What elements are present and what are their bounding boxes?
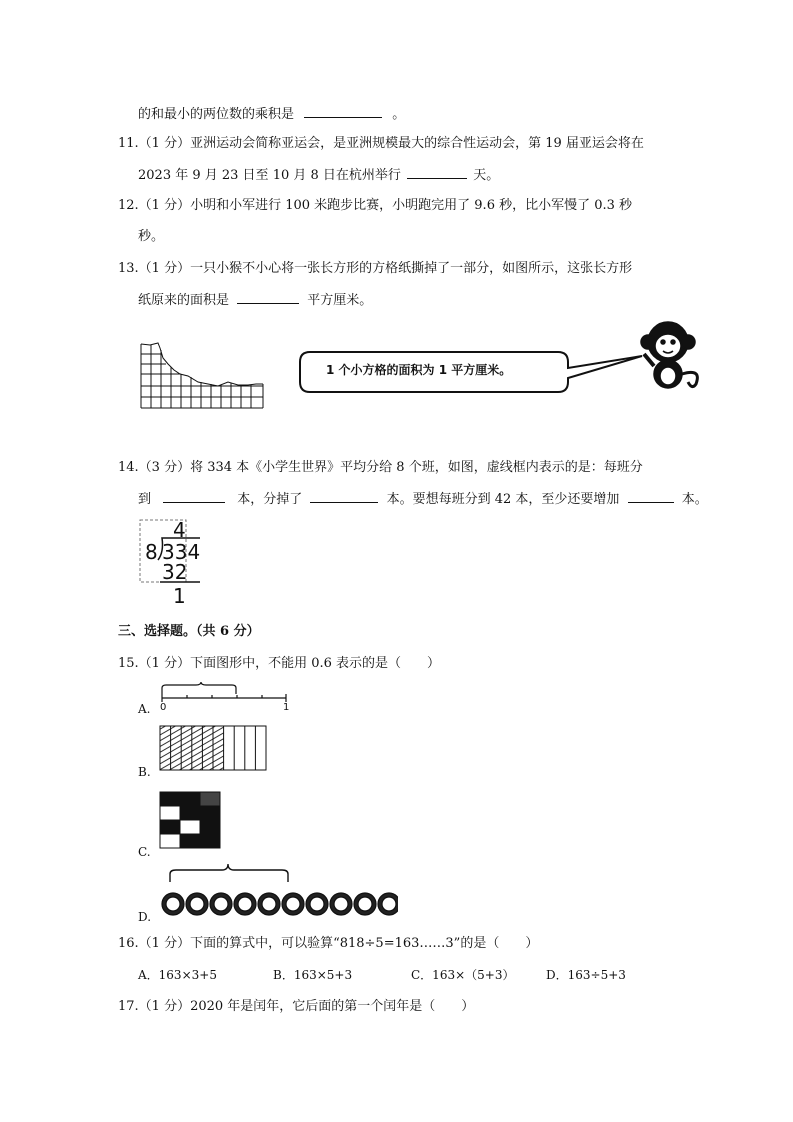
number-line-zero: 0: [160, 702, 167, 713]
q16-option-d[interactable]: D．163÷5+3: [546, 968, 626, 982]
section-3-heading: 三、选择题。（共 6 分）: [118, 624, 260, 639]
dividend: 334: [162, 540, 201, 564]
q16-option-a[interactable]: A．163×3+5: [138, 968, 217, 982]
q13-line1: 13.（1 分）一只小猴不小心将一张长方形的方格纸撕掉了一部分，如图所示，这张长方形: [118, 261, 633, 276]
q17-stem: 17.（1 分）2020 年是闰年，它后面的第一个闰年是（ ）: [118, 999, 475, 1014]
number-line-figure: [158, 682, 290, 704]
q11-line2: 2023 年 9 月 23 日至 10 月 8 日在杭州举行 天。: [138, 168, 500, 183]
q12-line2: 秒。: [138, 229, 165, 244]
number-line-one: 1: [283, 702, 290, 713]
answer-blank[interactable]: [237, 291, 299, 304]
q15-option-b-label[interactable]: B.: [138, 765, 151, 779]
q15-option-a-label[interactable]: A.: [138, 702, 151, 716]
coins-figure: [158, 860, 398, 922]
bubble-text: 1 个小方格的面积为 1 平方厘米。: [326, 363, 512, 377]
q12-line1: 12.（1 分）小明和小军进行 100 米跑步比赛，小明跑完用了 9.6 秒，比小军慢了 0.3 秒: [118, 198, 633, 213]
q13-line2: 纸原来的面积是 平方厘米。: [138, 293, 373, 308]
monkey-illustration: [636, 318, 712, 392]
q16-option-b[interactable]: B．163×5+3: [273, 968, 353, 982]
long-division-figure: [138, 518, 208, 608]
q10-continuation: 的和最小的两位数的乘积是 。: [138, 107, 406, 122]
answer-blank[interactable]: [163, 490, 225, 503]
product: 32: [162, 560, 188, 584]
q11-line1: 11.（1 分）亚洲运动会简称亚运会，是亚洲规模最大的综合性运动会，第 19 届亚运会将在: [118, 136, 644, 151]
q14-line1: 14.（3 分）将 334 本《小学生世界》平均分给 8 个班，如图，虚线框内表示的是：每班分: [118, 460, 643, 475]
quotient: 4: [173, 518, 186, 542]
answer-blank[interactable]: [304, 105, 382, 118]
q16-option-c[interactable]: C．163×（5+3）: [411, 968, 515, 982]
q15-option-d-label[interactable]: D.: [138, 910, 152, 924]
divisor: 8: [145, 540, 158, 564]
q14-line2: 到 本，分掉了 本。要想每班分到 42 本，至少还要增加 本。: [138, 492, 708, 507]
remainder: 1: [173, 584, 186, 608]
torn-grid-figure: [138, 340, 268, 412]
q15-option-c-label[interactable]: C.: [138, 845, 151, 859]
answer-blank[interactable]: [628, 490, 674, 503]
q16-stem: 16.（1 分）下面的算式中，可以验算“818÷5=163……3”的是（ ）: [118, 936, 539, 951]
hatched-bar-figure: [158, 724, 268, 774]
answer-blank[interactable]: [310, 490, 378, 503]
q15-stem: 15.（1 分）下面图形中，不能用 0.6 表示的是（ ）: [118, 656, 441, 671]
checker-figure: [158, 788, 224, 854]
answer-blank[interactable]: [407, 166, 467, 179]
